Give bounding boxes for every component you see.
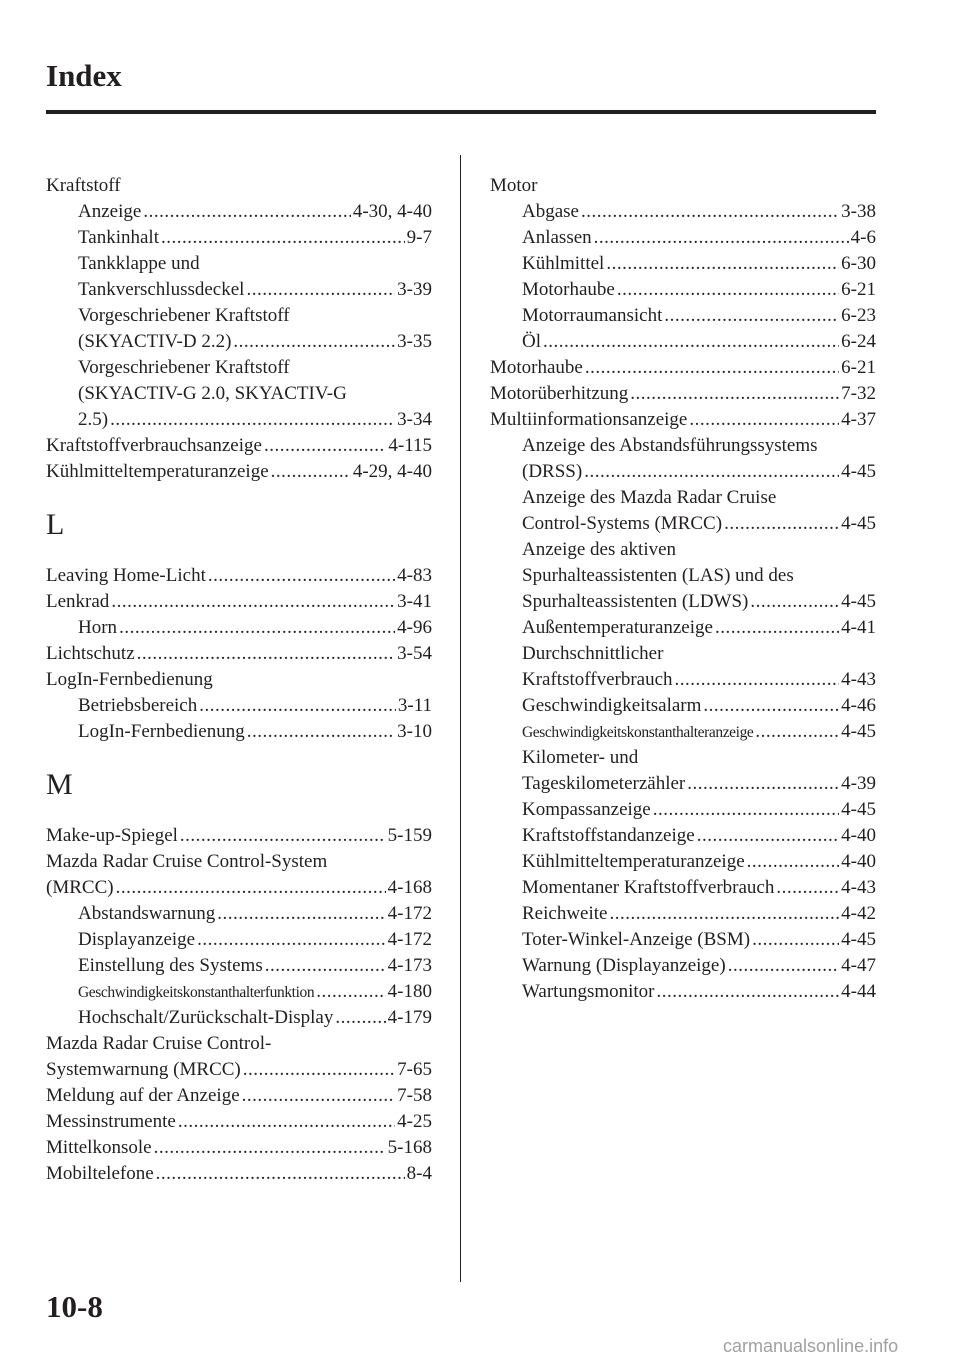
index-entry: [46, 199, 432, 225]
index-entry: [490, 719, 876, 745]
index-entry: [490, 797, 876, 823]
index-entry-term: Spurhalteassistenten (LAS) und des: [522, 565, 794, 586]
index-entry: [46, 251, 432, 277]
index-entry-term: Anzeige: [78, 201, 142, 222]
dot-leader: [697, 823, 839, 849]
index-entry-page: 4-172: [387, 903, 432, 924]
index-entry-term: (DRSS): [522, 461, 583, 482]
index-entry-term: Wartungsmonitor: [522, 981, 655, 1002]
index-entry: [490, 563, 876, 589]
index-entry-term: (SKYACTIV-D 2.2): [78, 331, 232, 352]
index-entry-term: Kraftstoffverbrauchsanzeige: [46, 435, 262, 456]
index-entry-term: Motorüberhitzung: [490, 383, 629, 404]
dot-leader: [271, 459, 351, 485]
dot-leader: [606, 251, 839, 277]
index-entry-term: Reichweite: [522, 903, 608, 924]
index-entry: [46, 641, 432, 667]
index-entry-term: Motor: [490, 175, 538, 196]
index-entry-term: Anlassen: [522, 227, 592, 248]
index-entry-page: 4-45: [841, 799, 876, 820]
index-entry-page: 8-4: [406, 1163, 432, 1184]
index-entry: [46, 901, 432, 927]
index-entry-page: 4-45: [841, 721, 876, 742]
index-entry-term: Anzeige des Mazda Radar Cruise: [522, 487, 777, 508]
index-entry-term: Kühlmitteltemperaturanzeige: [46, 461, 269, 482]
index-entry: [490, 537, 876, 563]
index-entry: [46, 329, 432, 355]
index-entry-term: Tankklappe und: [78, 253, 200, 274]
header-rule: [46, 110, 876, 114]
dot-leader: [675, 667, 840, 693]
index-entry-term: Mazda Radar Cruise Control-: [46, 1033, 272, 1054]
index-entry-term: Kraftstoffstandanzeige: [522, 825, 695, 846]
index-entry-page: 7-65: [397, 1059, 432, 1080]
dot-leader: [143, 199, 351, 225]
watermark: carmanualsonline.info: [723, 1336, 899, 1356]
right-column: [490, 173, 876, 1005]
index-entry: [46, 173, 432, 199]
index-entry: [46, 225, 432, 251]
index-entry: [46, 823, 432, 849]
index-group-k: [46, 173, 432, 485]
index-entry-page: 4-172: [387, 929, 432, 950]
index-entry-term: 2.5): [78, 409, 109, 430]
dot-leader: [609, 901, 839, 927]
index-entry-page: 3-54: [397, 643, 432, 664]
dot-leader: [335, 1005, 385, 1031]
index-entry-term: Leaving Home-Licht: [46, 565, 206, 586]
dot-leader: [264, 433, 386, 459]
index-entry: [46, 303, 432, 329]
index-entry: [46, 667, 432, 693]
section-heading-l: L: [46, 508, 65, 541]
dot-leader: [137, 641, 396, 667]
index-entry: [490, 329, 876, 355]
index-entry: [490, 771, 876, 797]
index-entry: [46, 563, 432, 589]
index-entry-page: 7-58: [397, 1085, 432, 1106]
index-entry: [490, 225, 876, 251]
dot-leader: [111, 589, 395, 615]
index-entry-page: 4-96: [397, 617, 432, 638]
index-entry-page: 4-29, 4-40: [352, 461, 432, 482]
index-entry: [46, 1135, 432, 1161]
index-entry: [490, 823, 876, 849]
index-entry-page: 4-37: [841, 409, 876, 430]
index-entry: [46, 1161, 432, 1187]
dot-leader: [584, 459, 839, 485]
index-entry-page: 3-35: [397, 331, 432, 352]
dot-leader: [752, 927, 839, 953]
index-entry: [490, 199, 876, 225]
index-entry-term: Vorgeschriebener Kraftstoff: [78, 357, 290, 378]
index-entry: [46, 1057, 432, 1083]
index-entry-page: 3-11: [397, 695, 432, 716]
index-entry-page: 6-24: [841, 331, 876, 352]
index-entry-term: Motorhaube: [490, 357, 583, 378]
index-entry-page: 4-30, 4-40: [352, 201, 432, 222]
index-entry: [46, 355, 432, 381]
index-entry-page: 4-43: [841, 669, 876, 690]
dot-leader: [265, 953, 386, 979]
dot-leader: [724, 511, 839, 537]
index-entry-term: Durchschnittlicher: [522, 643, 664, 664]
index-entry-term: Mobiltelefone: [46, 1163, 154, 1184]
index-entry-term: Kühlmitteltemperaturanzeige: [522, 851, 745, 872]
index-entry: [490, 459, 876, 485]
index-entry: [46, 277, 432, 303]
index-entry-page: 4-47: [841, 955, 876, 976]
dot-leader: [543, 329, 839, 355]
dot-leader: [116, 875, 386, 901]
index-entry-term: Displayanzeige: [78, 929, 196, 950]
index-entry-page: 3-41: [397, 591, 432, 612]
index-entry-term: Einstellung des Systems: [78, 955, 263, 976]
index-entry-term: Tankverschlussdeckel: [78, 279, 245, 300]
index-entry: [490, 693, 876, 719]
index-entry-term: Mittelkonsole: [46, 1137, 152, 1158]
dot-leader: [156, 1161, 405, 1187]
index-entry-page: 4-39: [841, 773, 876, 794]
index-entry-term: LogIn-Fernbedienung: [78, 721, 245, 742]
index-entry-page: 4-25: [397, 1111, 432, 1132]
dot-leader: [687, 771, 839, 797]
index-entry-page: 4-45: [841, 591, 876, 612]
index-entry: [46, 1005, 432, 1031]
dot-leader: [180, 823, 386, 849]
index-entry-page: 5-159: [387, 825, 432, 846]
index-entry: [46, 693, 432, 719]
index-entry: [490, 901, 876, 927]
index-entry-term: Hochschalt/Zurückschalt-Display: [78, 1007, 334, 1028]
index-entry-page: 4-42: [841, 903, 876, 924]
index-entry: [490, 381, 876, 407]
index-entry-term: Mazda Radar Cruise Control-System: [46, 851, 328, 872]
dot-leader: [243, 1057, 395, 1083]
index-entry: [490, 641, 876, 667]
index-entry: [46, 979, 432, 1005]
dot-leader: [316, 979, 385, 1005]
index-entry-term: Kühlmittel: [522, 253, 605, 274]
index-entry-term: Anzeige des Abstandsführungssystems: [522, 435, 818, 456]
index-entry-page: 3-34: [397, 409, 432, 430]
index-entry-term: Motorraumansicht: [522, 305, 663, 326]
index-entry-term: Abgase: [522, 201, 579, 222]
dot-leader: [630, 381, 839, 407]
dot-leader: [750, 589, 839, 615]
dot-leader: [664, 303, 839, 329]
index-entry: [490, 485, 876, 511]
index-entry-page: 4-45: [841, 461, 876, 482]
index-entry-term: Momentaner Kraftstoffverbrauch: [522, 877, 775, 898]
index-entry: [490, 251, 876, 277]
index-entry-term: Lenkrad: [46, 591, 110, 612]
index-entry-page: 4-44: [841, 981, 876, 1002]
index-entry-term: Spurhalteassistenten (LDWS): [522, 591, 749, 612]
index-entry: [46, 407, 432, 433]
index-entry-term: Messinstrumente: [46, 1111, 176, 1132]
index-entry: [46, 875, 432, 901]
left-column: [46, 173, 432, 1187]
index-entry-term: Systemwarnung (MRCC): [46, 1059, 241, 1080]
index-entry: [490, 927, 876, 953]
index-entry-term: Lichtschutz: [46, 643, 135, 664]
dot-leader: [246, 277, 395, 303]
index-entry-term: Kilometer- und: [522, 747, 639, 768]
index-entry-page: 6-21: [841, 279, 876, 300]
index-entry: [490, 303, 876, 329]
index-entry-page: 4-43: [841, 877, 876, 898]
index-entry-term: Geschwindigkeitsalarm: [522, 695, 702, 716]
index-entry-term: Vorgeschriebener Kraftstoff: [78, 305, 290, 326]
dot-leader: [178, 1109, 395, 1135]
dot-leader: [715, 615, 839, 641]
index-entry: [46, 433, 432, 459]
index-entry-page: 5-168: [387, 1137, 432, 1158]
index-entry-term: Abstandswarnung: [78, 903, 216, 924]
index-entry: [46, 615, 432, 641]
section-heading-m: M: [46, 768, 73, 801]
index-entry-term: Control-Systems (MRCC): [522, 513, 723, 534]
index-entry-page: 4-6: [850, 227, 876, 248]
index-entry-page: 4-173: [387, 955, 432, 976]
index-entry: [46, 381, 432, 407]
index-entry-term: Kraftstoffverbrauch: [522, 669, 673, 690]
index-entry: [46, 849, 432, 875]
index-entry: [490, 979, 876, 1005]
index-entry-page: 4-179: [387, 1007, 432, 1028]
index-entry-term: Geschwindigkeitskonstanthalteranzeige: [522, 724, 754, 741]
index-entry: [46, 1109, 432, 1135]
index-entry-term: Geschwindigkeitskonstanthalterfunktion: [78, 984, 315, 1001]
index-entry-page: 4-46: [841, 695, 876, 716]
dot-leader: [728, 953, 839, 979]
index-entry-page: 4-83: [397, 565, 432, 586]
page-title: Index: [46, 58, 122, 93]
index-entry-term: (MRCC): [46, 877, 114, 898]
index-entry-term: Kompassanzeige: [522, 799, 651, 820]
index-entry: [46, 927, 432, 953]
index-entry: [490, 511, 876, 537]
dot-leader: [199, 693, 396, 719]
dot-leader: [617, 277, 839, 303]
index-entry-page: 3-39: [397, 279, 432, 300]
index-entry: [490, 433, 876, 459]
index-entry: [490, 277, 876, 303]
index-entry: [46, 1083, 432, 1109]
index-entry: [46, 719, 432, 745]
index-entry-page: 6-21: [841, 357, 876, 378]
page-number: 10-8: [46, 1289, 103, 1324]
index-entry-term: Anzeige des aktiven: [522, 539, 677, 560]
index-entry: [490, 849, 876, 875]
dot-leader: [110, 407, 395, 433]
dot-leader: [217, 901, 385, 927]
dot-leader: [208, 563, 395, 589]
dot-leader: [747, 849, 840, 875]
index-entry: [490, 875, 876, 901]
dot-leader: [653, 797, 839, 823]
index-entry-term: Betriebsbereich: [78, 695, 198, 716]
index-entry-page: 4-45: [841, 513, 876, 534]
column-divider: [460, 155, 461, 1282]
index-entry-term: Meldung auf der Anzeige: [46, 1085, 240, 1106]
index-entry-page: 6-30: [841, 253, 876, 274]
index-entry-page: 7-32: [841, 383, 876, 404]
index-group-m: [46, 823, 432, 1187]
index-entry-term: LogIn-Fernbedienung: [46, 669, 213, 690]
index-entry: [46, 953, 432, 979]
dot-leader: [755, 719, 839, 745]
index-entry: [490, 589, 876, 615]
dot-leader: [197, 927, 386, 953]
index-entry: [490, 667, 876, 693]
index-entry-page: 4-45: [841, 929, 876, 950]
index-entry-term: Multiinformationsanzeige: [490, 409, 688, 430]
index-entry-term: Horn: [78, 617, 118, 638]
index-entry-page: 4-40: [841, 825, 876, 846]
dot-leader: [581, 199, 839, 225]
index-entry-term: (SKYACTIV-G 2.0, SKYACTIV-G: [78, 383, 347, 404]
index-entry: [490, 407, 876, 433]
index-entry-term: Toter-Winkel-Anzeige (BSM): [522, 929, 751, 950]
index-entry-term: Außentemperaturanzeige: [522, 617, 713, 638]
dot-leader: [233, 329, 395, 355]
dot-leader: [657, 979, 840, 1005]
index-entry: [490, 953, 876, 979]
dot-leader: [154, 1135, 386, 1161]
index-entry-page: 4-180: [387, 981, 432, 1002]
dot-leader: [119, 615, 395, 641]
index-group-motor: [490, 173, 876, 1005]
index-entry-page: 6-23: [841, 305, 876, 326]
index-entry-page: 3-10: [397, 721, 432, 742]
index-entry: [490, 745, 876, 771]
index-entry-term: Öl: [522, 331, 541, 352]
index-entry-page: 4-168: [387, 877, 432, 898]
index-entry: [490, 615, 876, 641]
index-entry: [46, 589, 432, 615]
index-entry-page: 3-38: [841, 201, 876, 222]
index-entry-page: 4-115: [388, 435, 432, 456]
index-entry-page: 9-7: [406, 227, 432, 248]
index-entry-term: Motorhaube: [522, 279, 615, 300]
index-entry-term: Make-up-Spiegel: [46, 825, 178, 846]
index-entry: [490, 173, 876, 199]
index-entry-term: Kraftstoff: [46, 175, 121, 196]
index-entry-term: Warnung (Displayanzeige): [522, 955, 726, 976]
dot-leader: [776, 875, 839, 901]
index-group-l: [46, 563, 432, 745]
index-entry-page: 4-40: [841, 851, 876, 872]
index-entry-page: 4-41: [841, 617, 876, 638]
index-entry: [46, 1031, 432, 1057]
dot-leader: [247, 719, 395, 745]
dot-leader: [689, 407, 839, 433]
dot-leader: [585, 355, 839, 381]
index-entry-term: Tankinhalt: [78, 227, 159, 248]
dot-leader: [703, 693, 839, 719]
dot-leader: [594, 225, 849, 251]
index-entry: [490, 355, 876, 381]
dot-leader: [242, 1083, 396, 1109]
index-entry: [46, 459, 432, 485]
index-entry-term: Tageskilometerzähler: [522, 773, 686, 794]
dot-leader: [161, 225, 405, 251]
